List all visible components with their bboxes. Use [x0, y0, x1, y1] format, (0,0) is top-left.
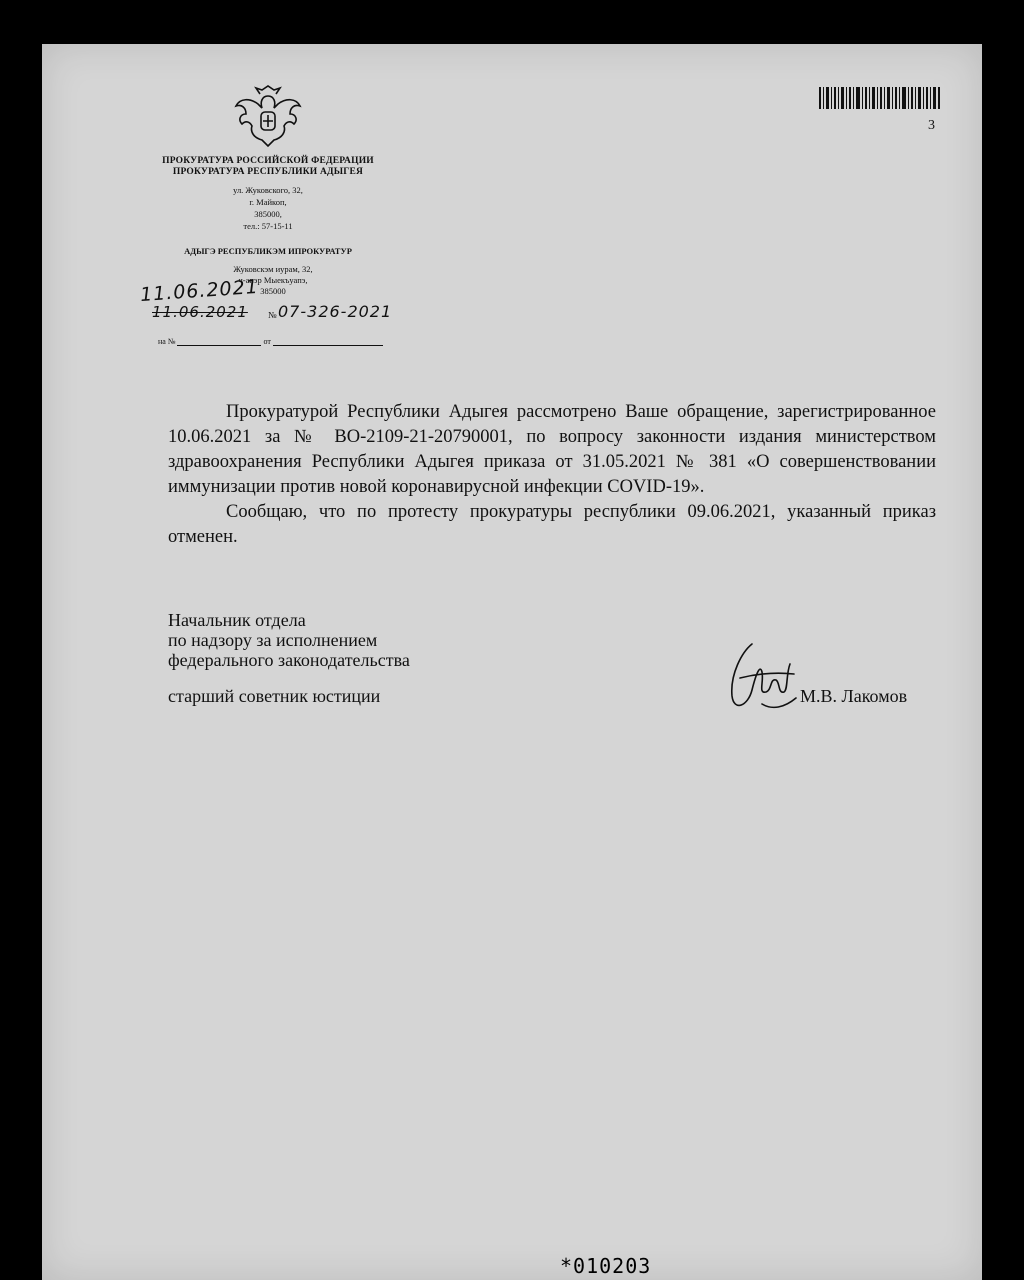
reference-prefix: на № [158, 337, 176, 346]
barcode-icon [819, 87, 941, 111]
org-name-regional: ПРОКУРАТУРА РЕСПУБЛИКИ АДЫГЕЯ [172, 167, 364, 177]
handwritten-date: 11.06.2021 [139, 275, 260, 307]
address-line: г. Майкоп, [249, 197, 287, 207]
address-line: 385000 [260, 286, 286, 296]
org-name-federal: ПРОКУРАТУРА РОССИЙСКОЙ ФЕДЕРАЦИИ [162, 156, 374, 166]
body-paragraph: Сообщаю, что по протесту прокуратуры республики 09.06.2021, указанный приказ отменен. [168, 502, 936, 547]
handwritten-outgoing-number: 07-326-2021 [278, 302, 393, 321]
address-line: тел.: 57-15-11 [243, 221, 293, 231]
handwritten-signature [722, 634, 802, 724]
number-label: № [268, 310, 277, 320]
signatory-rank: старший советник юстиции [168, 686, 381, 706]
document-code: *010203 [560, 1254, 652, 1278]
body-paragraph: Прокуратурой Республики Адыгея рассмотрено Ваше обращение, зарегистрированное 10.06.2021 за № ВО-2109-21-20790001, по вопросу законности издания министерством здравоохранения Республики Адыгея приказа от 31.05.2021 № 381 «О совершенствовании иммунизации против новой коронавирусной инфекции COVID-19». [168, 402, 936, 497]
russian-coat-of-arms-icon [232, 84, 304, 150]
address-russian [218, 184, 318, 232]
title-line: федерального законодательства [168, 650, 410, 670]
signatory-name: М.В. Лакомов [800, 686, 908, 706]
letter-body [168, 400, 936, 550]
reference-blank [177, 336, 261, 346]
title-line: Начальник отдела [168, 610, 306, 630]
page-number: 3 [928, 118, 935, 133]
address-line: Жуковскэм иурам, 32, [233, 264, 313, 274]
address-line: ул. Жуковского, 32, [233, 185, 303, 195]
org-name-adyghe: АДЫГЭ РЕСПУБЛИКЭМ ИПРОКУРАТУР [184, 246, 352, 256]
title-line: по надзору за исполнением [168, 630, 378, 650]
address-line: ч-апэр Мыекъуапэ, [238, 275, 308, 285]
handwritten-date-crossed: 11.06.2021 [152, 303, 248, 321]
reference-from-label: от [263, 337, 271, 346]
reference-date-blank [273, 336, 383, 346]
address-line: 385000, [254, 209, 282, 219]
signatory-title [168, 610, 410, 670]
reference-line [158, 336, 383, 346]
document-page [42, 44, 982, 1280]
